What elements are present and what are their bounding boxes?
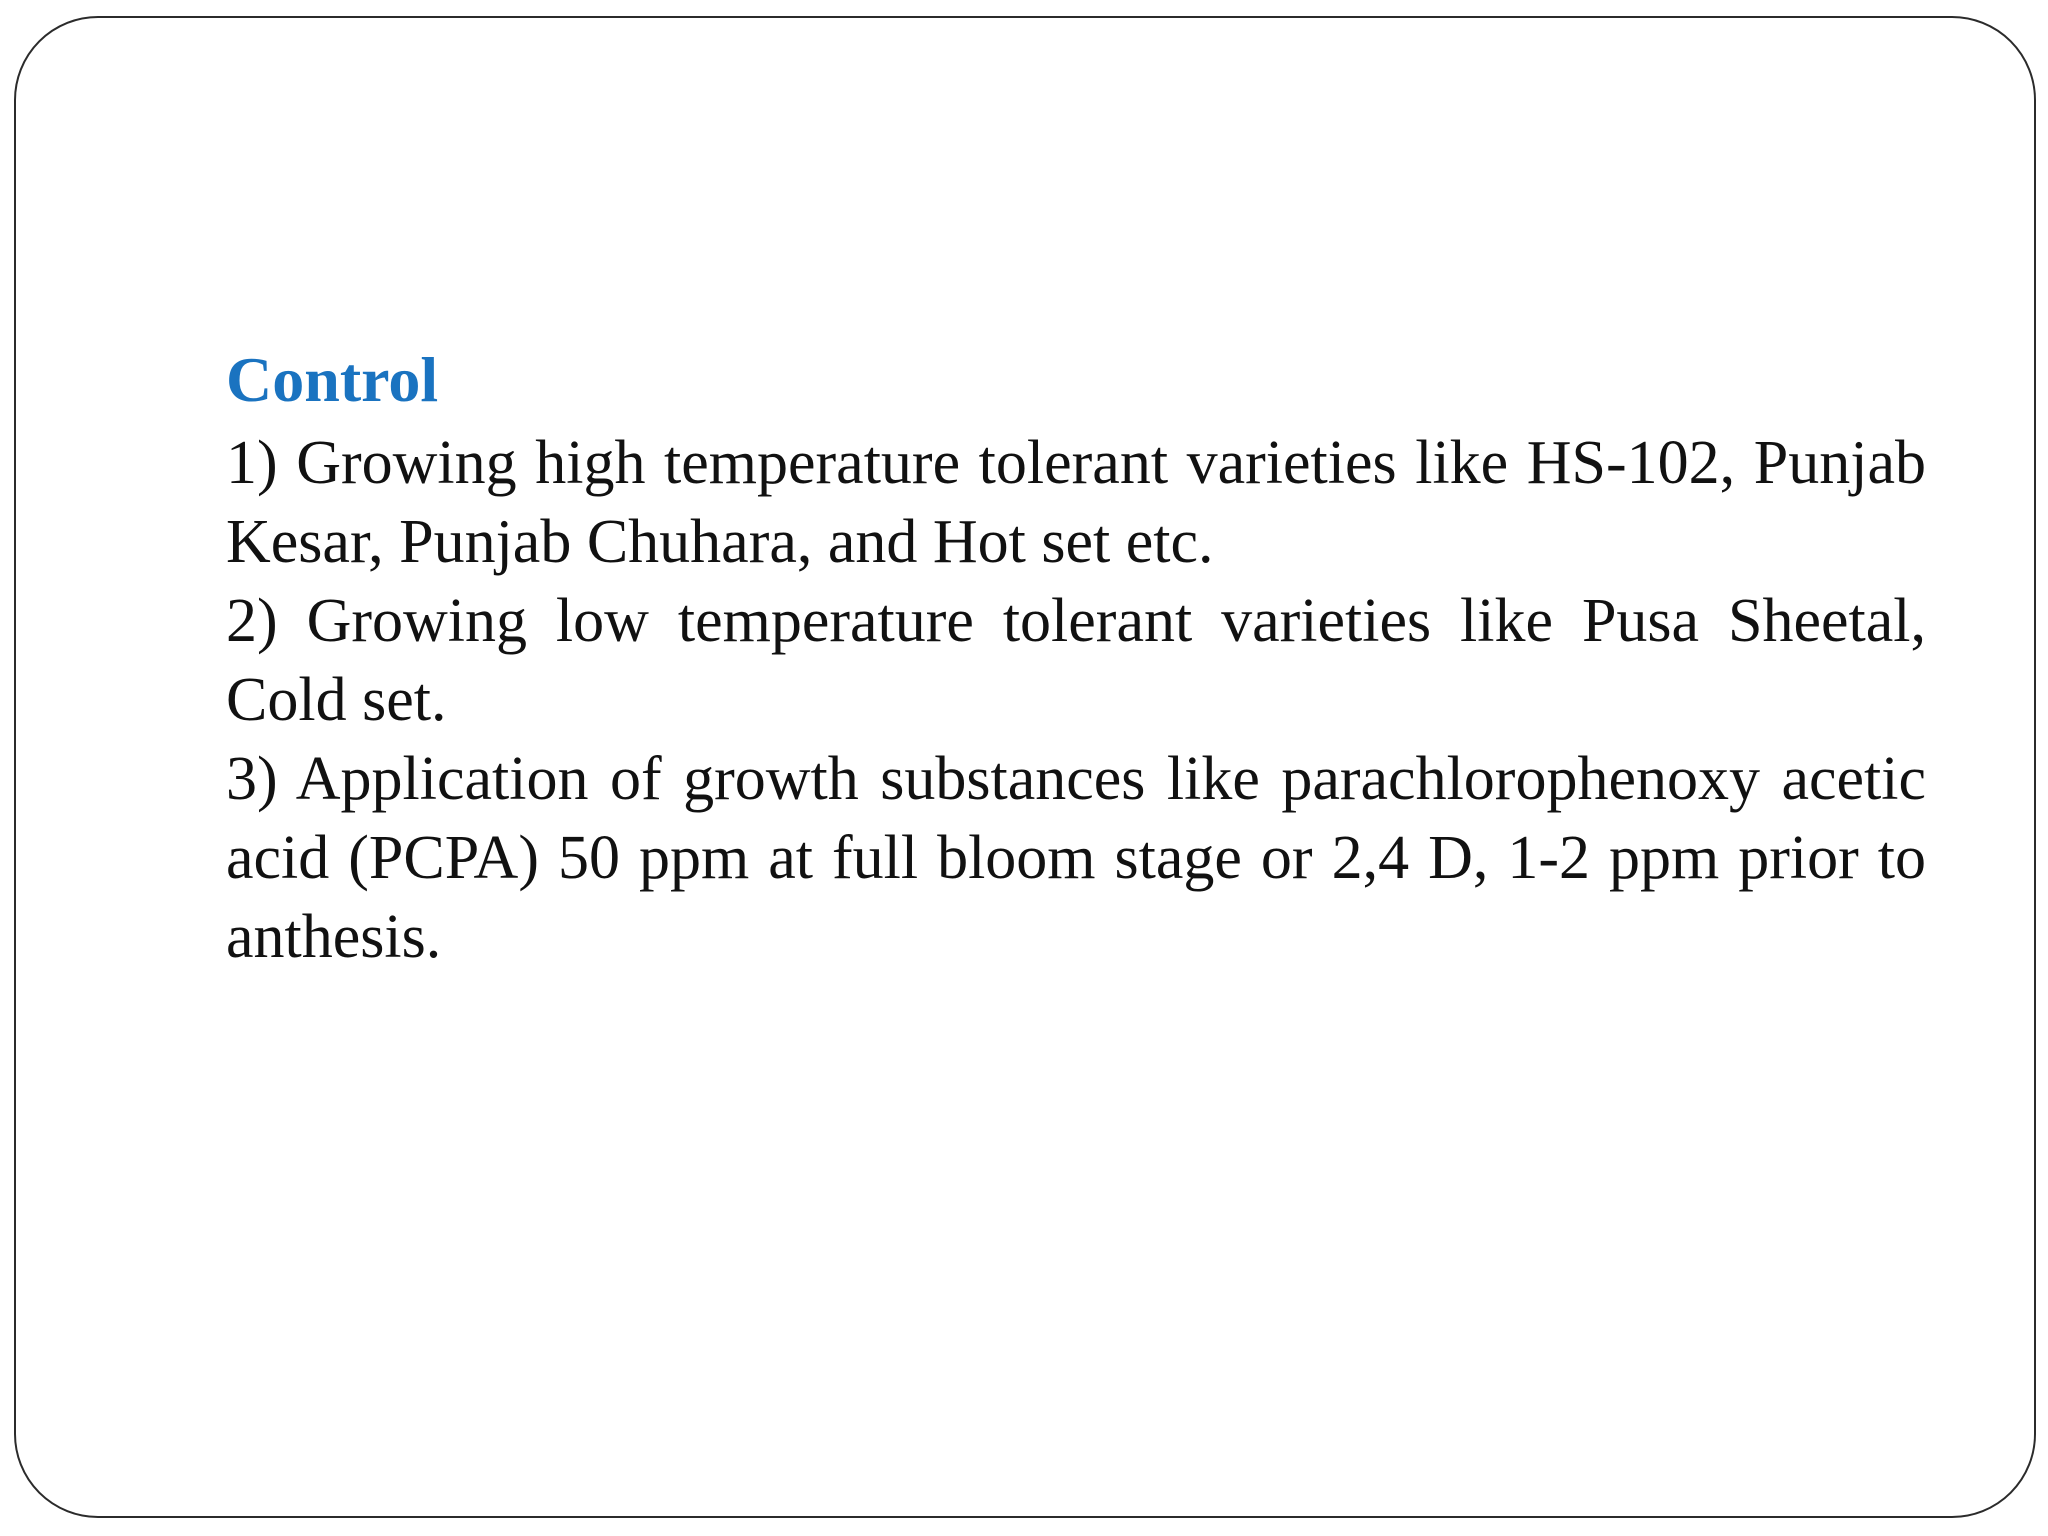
list-item-3: 3) Application of growth substances like parachlorophenoxy acetic acid (PCPA) 50 ppm at full bloom stage or 2,4 D, 1-2 ppm prior to anthesis. <box>226 745 1926 971</box>
list-item-1: 1) Growing high temperature tolerant varieties like HS-102, Punjab Kesar, Punjab Chuhara, and Hot set etc. <box>226 429 1926 576</box>
list-item-2: 2) Growing low temperature tolerant varieties like Pusa Sheetal, Cold set. <box>226 587 1926 734</box>
slide-content <box>226 336 1926 977</box>
slide-heading: Control <box>226 344 439 415</box>
